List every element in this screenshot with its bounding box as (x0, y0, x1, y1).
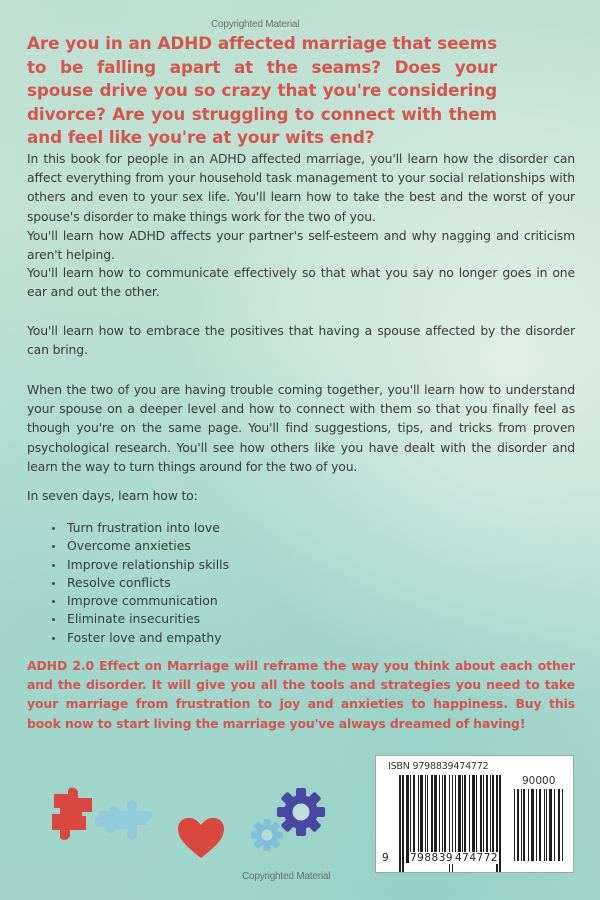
isbn-label: ISBN 9798839474772 (388, 761, 489, 772)
list-item: Improve communication (50, 592, 229, 610)
positives-paragraph (27, 321, 575, 359)
addon-label: 90000 (522, 775, 556, 787)
list-item: Eliminate insecurities (50, 610, 229, 628)
puzzle-piece-faded-icon (95, 797, 155, 842)
barcode-digits-left: 798839 (410, 852, 454, 864)
addon-bars (514, 789, 563, 861)
puzzle-piece-icon (48, 785, 98, 850)
closing-text: ADHD 2.0 Effect on Marriage will reframe the way you think about each other and the disorder. It will give you all the tools and strategies you need to take your marriage from frustration to joy and anxieties to happiness. Buy this book now to start living the marriage you've always dreamed of having! (27, 658, 575, 731)
understanding-paragraph (27, 380, 575, 476)
intro-paragraph-line: You'll learn how ADHD affects your partner's self-esteem and why nagging and criticism aren't helping. (27, 227, 575, 263)
isbn-barcode (375, 755, 574, 873)
intro-paragraph-line: In this book for people in an ADHD affected marriage, you'll learn how the disorder can affect everything from your household task management to your social relationships with others and even to your sex life. You'll learn how to take the best and the worst of your spouse's disorder to make things work for the two of you. (27, 151, 575, 224)
barcode-digits-right: 474772 (455, 852, 499, 864)
list-item: Turn frustration into love (50, 519, 229, 537)
headline: Are you in an ADHD affected marriage that seems to be falling apart at the seams? Does your spouse drive you so crazy that you're considering divorce? Are you struggling to connect with them and feel like you're at your wits end? (27, 33, 497, 147)
list-item: Overcome anxieties (50, 537, 229, 555)
benefits-list (50, 519, 229, 647)
gear-large-icon (276, 787, 326, 837)
paragraph-text: You'll learn how to embrace the positives that having a spouse affected by the disorder can bring. (27, 323, 575, 358)
communicate-paragraph (27, 263, 575, 301)
paragraph-text: When the two of you are having trouble coming together, you'll learn how to understand your spouse on a deeper level and how to connect with them so that you finally feel as though you're on the same page. You'll find suggestions, tips, and tricks from proven psychological research. You'll see how others like you have dealt with the disorder and learn the way to turn things around for the two of you. (27, 382, 575, 474)
paragraph-text: In seven days, learn how to: (27, 488, 198, 503)
closing-paragraph (27, 656, 575, 733)
list-intro (27, 486, 575, 505)
barcode-digit-first: 9 (382, 852, 390, 864)
list-item: Foster love and empathy (50, 629, 229, 647)
heart-icon (177, 817, 225, 859)
watermark-bottom: Copyrighted Material (242, 871, 331, 882)
list-item: Improve relationship skills (50, 556, 229, 574)
watermark-top: Copyrighted Material (211, 19, 300, 30)
paragraph-text: You'll learn how to communicate effectively so that what you say no longer goes in one ear and out the other. (27, 265, 575, 300)
intro-paragraph (27, 149, 575, 264)
list-item: Resolve conflicts (50, 574, 229, 592)
barcode-bars (399, 775, 501, 863)
